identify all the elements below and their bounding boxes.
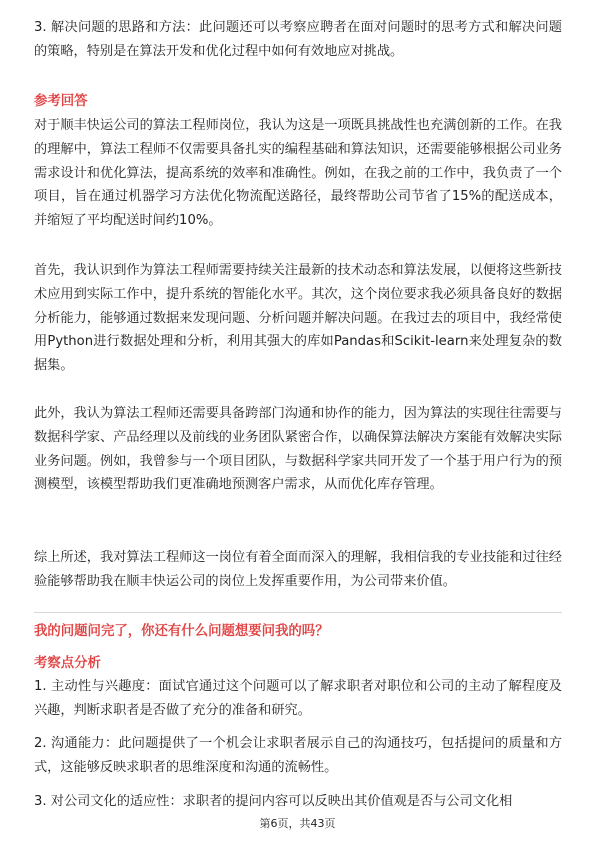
analysis-item-3: 3. 对公司文化的适应性：求职者的提问内容可以反映出其价值观是否与公司文化相 (34, 794, 513, 809)
question-title: 我的问题问完了，你还有什么问题想要问我的吗？ (34, 624, 329, 639)
section-divider (34, 612, 562, 613)
top-criterion-text: 3. 解决问题的思路和方法：此问题还可以考察应聘者在面对问题时的思考方式和解决问题的策略，特别是在算法开发和优化过程中如何有效地应对挑战。 (34, 20, 562, 59)
answer-paragraph-3: 此外，我认为算法工程师还需要具备跨部门沟通和协作的能力，因为算法的实现往往需要与数据科学家、产品经理以及前线的业务团队紧密合作，以确保算法解决方案能有效解决实际业务问题。例如，我曾参与一个项目团队，与数据科学家共同开发了一个基于用户行为的预测模型，该模型帮助我们更准确地预测客户需求，从而优化库存管理。 (34, 406, 562, 493)
answer-heading: 参考回答 (34, 94, 88, 109)
analysis-heading: 考察点分析 (34, 656, 101, 671)
page-number-footer: 第6页，共43页 (259, 817, 336, 830)
answer-paragraph-2: 首先，我认识到作为算法工程师需要持续关注最新的技术动态和算法发展，以便将这些新技术应用到实际工作中，提升系统的智能化水平。其次，这个岗位要求我必须具备良好的数据分析能力，能够通过数据来发现问题、分析问题并解决问题。在我过去的项目中，我经常使用Python进行数据处理和分析，利用其强大的库如Pandas和Scikit-learn来处理复杂的数据集。 (34, 263, 562, 374)
answer-paragraph-4: 综上所述，我对算法工程师这一岗位有着全面而深入的理解，我相信我的专业技能和过往经验能够帮助我在顺丰快运公司的岗位上发挥重要作用，为公司带来价值。 (34, 550, 562, 589)
answer-paragraph-1: 对于顺丰快运公司的算法工程师岗位，我认为这是一项既具挑战性也充满创新的工作。在我的理解中，算法工程师不仅需要具备扎实的编程基础和算法知识，还需要能够根据公司业务需求设计和优化算法，提高系统的效率和准确性。例如，在我之前的工作中，我负责了一个项目，旨在通过机器学习方法优化物流配送路径，最终帮助公司节省了15%的配送成本，并缩短了平均配送时间约10%。 (34, 118, 562, 229)
analysis-item-2: 2. 沟通能力：此问题提供了一个机会让求职者展示自己的沟通技巧，包括提问的质量和方式，这能够反映求职者的思维深度和沟通的流畅性。 (34, 736, 562, 775)
analysis-item-1: 1. 主动性与兴趣度：面试官通过这个问题可以了解求职者对职位和公司的主动了解程度及兴趣，判断求职者是否做了充分的准备和研究。 (34, 679, 562, 718)
